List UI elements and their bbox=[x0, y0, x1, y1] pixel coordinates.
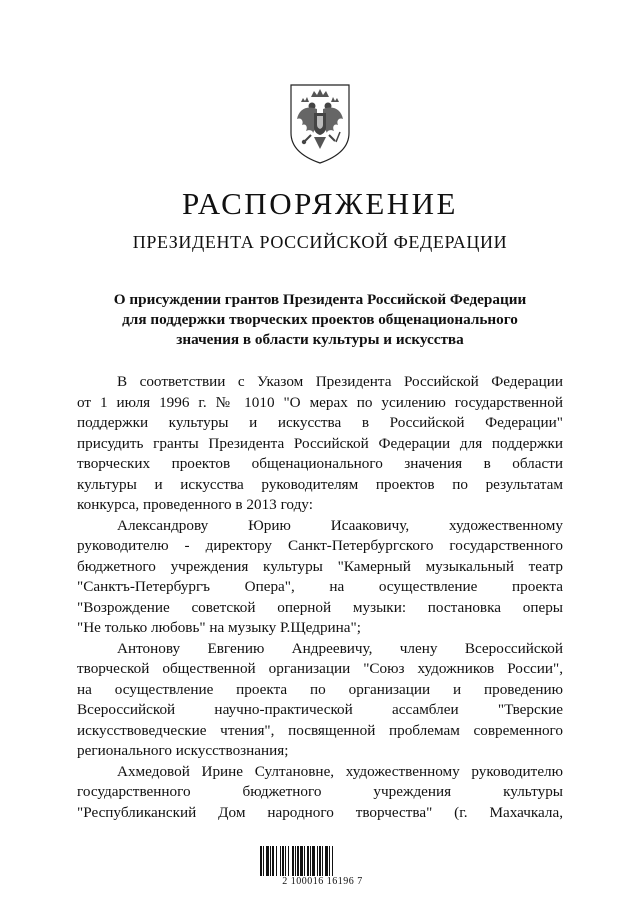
heading-line: для поддержки творческих проектов общенационального bbox=[122, 311, 518, 328]
body-line: искусствоведческие чтения", посвященной проблемам современного bbox=[77, 721, 563, 739]
body-line: присудить гранты Президента Российской Федерации для поддержки bbox=[77, 434, 563, 452]
document-heading bbox=[100, 290, 540, 350]
coat-of-arms-icon bbox=[273, 75, 367, 167]
body-line: "Республиканский Дом народного творчества" (г. Махачкала, bbox=[77, 803, 563, 821]
body-line: "Не только любовь" на музыку Р.Щедрина"; bbox=[77, 619, 361, 636]
body-line: Александрову Юрию Исааковичу, художественному bbox=[117, 516, 563, 534]
body-line: творческой общественной организации "Союз художников России", bbox=[77, 660, 563, 677]
heading-line: О присуждении грантов Президента Российской Федерации bbox=[113, 291, 527, 308]
body-line: поддержки культуры и искусства в Российской Федерации" bbox=[77, 414, 563, 431]
document-subtitle: ПРЕЗИДЕНТА РОССИЙСКОЙ ФЕДЕРАЦИИ bbox=[132, 232, 508, 252]
body-line: государственного бюджетного учреждения культуры bbox=[77, 783, 563, 800]
document-body bbox=[77, 372, 563, 823]
barcode-number: 2 100016 16196 7 bbox=[282, 876, 363, 887]
body-line: от 1 июля 1996 г. № 1010 "О мерах по усилению государственной bbox=[77, 393, 563, 411]
body-line: Всероссийской научно-практической ассамблеи "Тверские bbox=[77, 701, 563, 718]
body-line: "Санктъ-Петербургъ Опера", на осуществление проекта bbox=[77, 578, 563, 595]
body-line: конкурса, проведенного в 2013 году: bbox=[77, 496, 313, 513]
body-line: культуры и искусства руководителям проектов по результатам bbox=[77, 475, 563, 493]
body-line: В соответствии с Указом Президента Российской Федерации bbox=[117, 373, 563, 390]
document-title: РАСПОРЯЖЕНИЕ bbox=[182, 186, 458, 221]
body-line: на осуществление проекта по организации и проведению bbox=[77, 680, 563, 698]
body-line: Ахмедовой Ирине Султановне, художественному руководителю bbox=[117, 762, 563, 780]
body-line: бюджетного учреждения культуры "Камерный музыкальный театр bbox=[77, 557, 563, 575]
body-line: "Возрождение советской оперной музыки: постановка оперы bbox=[77, 598, 563, 616]
barcode-icon bbox=[258, 846, 386, 876]
heading-line: значения в области культуры и искусства bbox=[176, 331, 464, 348]
body-line: руководителю - директору Санкт-Петербургского государственного bbox=[77, 537, 563, 554]
body-line: регионального искусствознания; bbox=[77, 742, 289, 759]
body-line: творческих проектов общенационального значения в области bbox=[77, 455, 563, 472]
body-line: Антонову Евгению Андреевичу, члену Всероссийской bbox=[117, 639, 563, 657]
